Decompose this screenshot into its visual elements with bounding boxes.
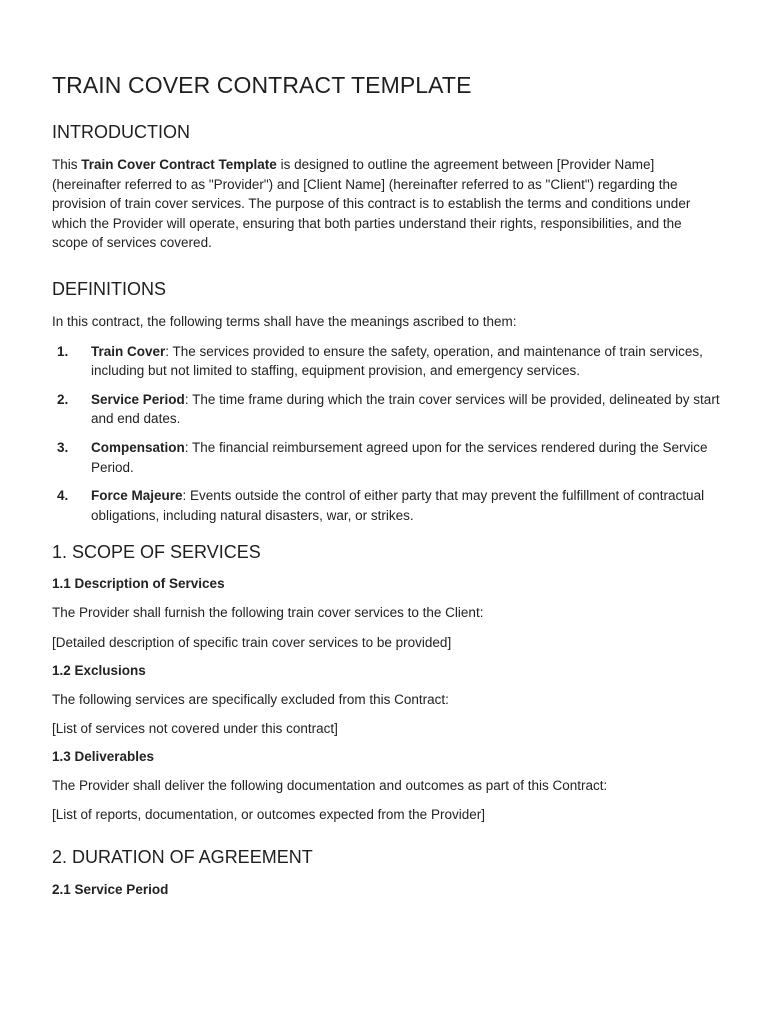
definitions-heading: DEFINITIONS [52,278,167,299]
definition-item [52,390,722,429]
definition-number: 2. [57,391,69,407]
duration-heading: 2. DURATION OF AGREEMENT [52,846,313,867]
definition-text: : Events outside the control of either party that may prevent the fulfillment of contractual obligations, including natural disasters, war, or strikes. [91,488,705,523]
definitions-list [52,342,722,526]
introduction-bold-term: Train Cover Contract Template [81,157,277,172]
definition-number: 1. [57,343,69,359]
definitions-lead: In this contract, the following terms shall have the meanings ascribed to them: [52,313,517,329]
scope-deliverables-placeholder: [List of reports, documentation, or outcomes expected from the Provider] [52,807,485,823]
definition-text: : The financial reimbursement agreed upon for the services rendered during the Service Period. [91,439,708,475]
definition-item [52,486,722,525]
scope-exclusions-text: The following services are specifically excluded from this Contract: [52,691,449,707]
scope-exclusions-heading: 1.2 Exclusions [52,662,146,678]
introduction-prefix: This [52,157,82,172]
scope-description-heading: 1.1 Description of Services [52,576,225,592]
introduction-paragraph [52,155,712,253]
service-period-heading: 2.1 Service Period [52,881,169,897]
definition-term: Train Cover [91,343,166,359]
definition-text: : The services provided to ensure the safety, operation, and maintenance of train services, including but not limited to staffing, equipment provision, and emergency services. [91,343,703,379]
definition-text: : The time frame during which the train cover services will be provided, delineated by start and end dates. [91,391,720,427]
definition-number: 3. [57,439,69,455]
scope-heading: 1. SCOPE OF SERVICES [52,542,261,563]
scope-deliverables-heading: 1.3 Deliverables [52,748,155,764]
scope-deliverables-text: The Provider shall deliver the following documentation and outcomes as part of this Contract: [52,777,608,793]
document-title: TRAIN COVER CONTRACT TEMPLATE [52,72,472,98]
definition-item [52,438,722,477]
scope-exclusions-placeholder: [List of services not covered under this contract] [52,721,338,737]
definition-term: Service Period [91,391,185,407]
scope-description-text: The Provider shall furnish the following train cover services to the Client: [52,605,484,621]
definition-term: Force Majeure [91,488,183,504]
introduction-heading: INTRODUCTION [52,122,190,142]
definition-number: 4. [57,488,69,504]
scope-description-placeholder: [Detailed description of specific train cover services to be provided] [52,634,452,650]
definition-item [52,342,722,381]
introduction-suffix: is designed to outline the agreement between [Provider Name] (hereinafter referred to as "Provider") and [Client Name] (hereinafter referred to as "Client") regarding the provision of train cover services. The purpose of this contract is to establish the terms and conditions under which the Provider will operate, ensuring that both parties understand their rights, responsibilities, and the scope of services covered. [52,157,691,251]
definition-term: Compensation [91,439,185,455]
